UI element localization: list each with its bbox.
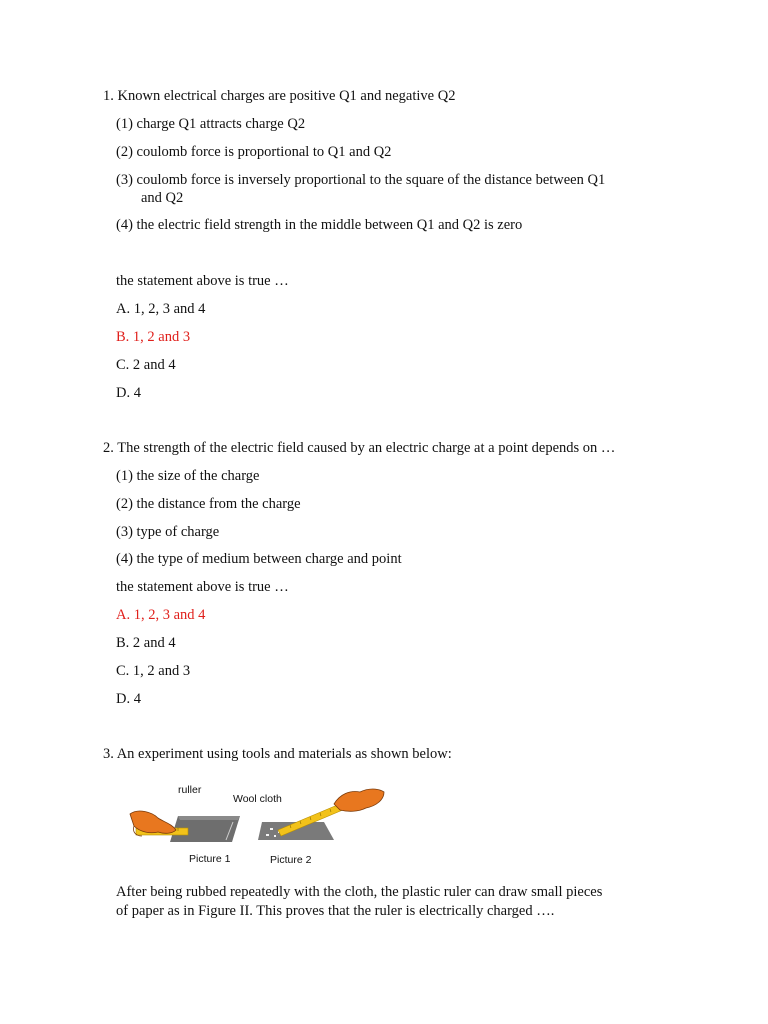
q2-option-c: C. 1, 2 and 3 xyxy=(116,663,191,679)
q2-statement-3: (3) type of charge xyxy=(116,524,220,540)
q1-statement-1: (1) charge Q1 attracts charge Q2 xyxy=(116,116,306,132)
q2-stem: 2. The strength of the electric field caused by an electric charge at a point depends on … xyxy=(103,440,616,456)
q1-option-c: C. 2 and 4 xyxy=(116,357,176,373)
q1-statement-4: (4) the electric field strength in the middle between Q1 and Q2 is zero xyxy=(116,217,523,233)
q1-statement-3-cont: and Q2 xyxy=(141,190,184,206)
q1-option-d: D. 4 xyxy=(116,385,141,401)
q2-statement-1: (1) the size of the charge xyxy=(116,468,260,484)
q3-stem: 3. An experiment using tools and materials as shown below: xyxy=(103,746,452,762)
q2-prompt: the statement above is true … xyxy=(116,579,289,595)
label-ruler: ruller xyxy=(178,784,202,796)
q2-option-d: D. 4 xyxy=(116,691,141,707)
q3-body-line-1: After being rubbed repeatedly with the cloth, the plastic ruler can draw small pieces xyxy=(116,884,603,900)
q2-option-a-correct: A. 1, 2, 3 and 4 xyxy=(116,607,206,623)
q2-statement-4: (4) the type of medium between charge and point xyxy=(116,551,402,567)
label-picture-2: Picture 2 xyxy=(270,854,312,866)
q1-option-a: A. 1, 2, 3 and 4 xyxy=(116,301,206,317)
q1-prompt: the statement above is true … xyxy=(116,273,289,289)
label-wool-cloth: Wool cloth xyxy=(233,793,282,805)
experiment-figure xyxy=(128,778,388,870)
q2-statement-2: (2) the distance from the charge xyxy=(116,496,301,512)
q1-option-b-correct: B. 1, 2 and 3 xyxy=(116,329,191,345)
hand-2-shape xyxy=(334,789,384,811)
q3-body-line-2: of paper as in Figure II. This proves that the ruler is electrically charged …. xyxy=(116,903,555,919)
q1-statement-2: (2) coulomb force is proportional to Q1 and Q2 xyxy=(116,144,392,160)
label-picture-1: Picture 1 xyxy=(189,853,231,865)
q1-stem: 1. Known electrical charges are positive Q1 and negative Q2 xyxy=(103,88,456,104)
q1-statement-3: (3) coulomb force is inversely proportional to the square of the distance between Q1 xyxy=(116,172,606,188)
q2-option-b: B. 2 and 4 xyxy=(116,635,176,651)
